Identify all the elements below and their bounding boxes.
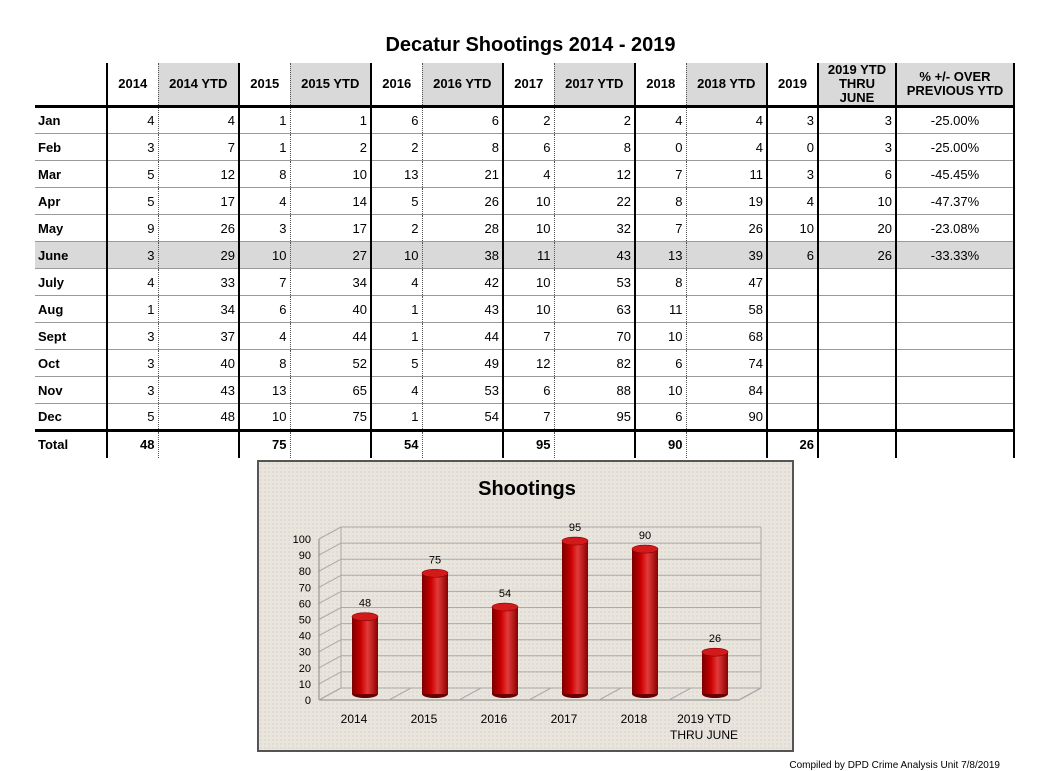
table-cell: -25.00% bbox=[896, 107, 1014, 134]
row-label: Aug bbox=[35, 296, 107, 323]
table-cell: 4 bbox=[239, 188, 290, 215]
table-cell: 10 bbox=[503, 269, 554, 296]
grid-line bbox=[319, 575, 341, 587]
table-cell bbox=[818, 323, 896, 350]
table-cell bbox=[818, 377, 896, 404]
table-cell: 75 bbox=[239, 431, 290, 458]
grid-line bbox=[319, 543, 341, 555]
table-cell: 48 bbox=[107, 431, 158, 458]
table-cell: 2 bbox=[554, 107, 635, 134]
table-cell bbox=[686, 431, 767, 458]
table-cell: 70 bbox=[554, 323, 635, 350]
row-label: June bbox=[35, 242, 107, 269]
column-header: 2017 YTD bbox=[554, 63, 635, 107]
table-cell: 0 bbox=[767, 134, 818, 161]
table-row bbox=[35, 296, 1014, 323]
table-row bbox=[35, 323, 1014, 350]
table-cell: 4 bbox=[158, 107, 239, 134]
data-label: 95 bbox=[568, 522, 582, 535]
table-cell: 32 bbox=[554, 215, 635, 242]
y-tick-label: 80 bbox=[298, 566, 311, 579]
table-cell: 4 bbox=[767, 188, 818, 215]
table-cell: 95 bbox=[554, 404, 635, 431]
shootings-table bbox=[35, 63, 1015, 458]
column-header: 2019 YTD THRU JUNE bbox=[818, 63, 896, 107]
table-cell: 1 bbox=[371, 296, 422, 323]
table-cell bbox=[767, 404, 818, 431]
bar bbox=[492, 607, 518, 694]
table-cell: 12 bbox=[554, 161, 635, 188]
table-cell bbox=[818, 269, 896, 296]
table-cell: 12 bbox=[503, 350, 554, 377]
table-cell bbox=[896, 431, 1014, 458]
table-cell bbox=[158, 431, 239, 458]
table-cell bbox=[554, 431, 635, 458]
chart-svg bbox=[259, 462, 792, 750]
floor-line bbox=[599, 688, 621, 700]
floor-line bbox=[529, 688, 551, 700]
y-tick-label: 100 bbox=[292, 534, 311, 546]
table-cell: 22 bbox=[554, 188, 635, 215]
table-cell: 13 bbox=[635, 242, 686, 269]
column-header: 2018 YTD bbox=[686, 63, 767, 107]
y-tick-label: 90 bbox=[298, 550, 311, 563]
table-cell: 4 bbox=[107, 107, 158, 134]
table-cell: 8 bbox=[422, 134, 503, 161]
table-cell: 1 bbox=[371, 404, 422, 431]
row-label: Dec bbox=[35, 404, 107, 431]
table-cell: 10 bbox=[503, 215, 554, 242]
grid-line bbox=[319, 527, 341, 539]
y-tick-label: 60 bbox=[298, 598, 311, 611]
table-cell: 8 bbox=[635, 188, 686, 215]
table-cell: 17 bbox=[158, 188, 239, 215]
data-label: 26 bbox=[708, 633, 722, 646]
table-cell: 7 bbox=[635, 161, 686, 188]
table-cell: 6 bbox=[818, 161, 896, 188]
x-tick-label: 2016 bbox=[480, 712, 508, 726]
column-header: % +/- OVER PREVIOUS YTD bbox=[896, 63, 1014, 107]
table-cell: 26 bbox=[422, 188, 503, 215]
bar bbox=[632, 549, 658, 694]
table-cell: 33 bbox=[158, 269, 239, 296]
table-cell: 8 bbox=[635, 269, 686, 296]
table-cell: 58 bbox=[686, 296, 767, 323]
table-cell: 40 bbox=[290, 296, 371, 323]
table-cell: 53 bbox=[422, 377, 503, 404]
table-cell: 1 bbox=[239, 134, 290, 161]
y-tick-label: 10 bbox=[298, 678, 311, 691]
x-tick-label: 2017 bbox=[550, 712, 578, 726]
table-cell: 6 bbox=[635, 350, 686, 377]
table-cell: 44 bbox=[422, 323, 503, 350]
table-cell: 4 bbox=[371, 377, 422, 404]
table-cell bbox=[767, 377, 818, 404]
table-cell: 3 bbox=[107, 377, 158, 404]
table-cell: -23.08% bbox=[896, 215, 1014, 242]
bar bbox=[352, 617, 378, 694]
table-cell: 5 bbox=[371, 188, 422, 215]
table-cell: 6 bbox=[239, 296, 290, 323]
table-cell: 4 bbox=[686, 107, 767, 134]
shootings-chart bbox=[257, 460, 794, 752]
table-cell: 26 bbox=[686, 215, 767, 242]
table-cell bbox=[422, 431, 503, 458]
column-header: 2015 bbox=[239, 63, 290, 107]
row-label: Mar bbox=[35, 161, 107, 188]
table-cell: 47 bbox=[686, 269, 767, 296]
table-cell: 52 bbox=[290, 350, 371, 377]
grid-line bbox=[319, 608, 341, 620]
bar bbox=[562, 541, 588, 694]
table-cell: 9 bbox=[107, 215, 158, 242]
table-cell: 17 bbox=[290, 215, 371, 242]
table-cell: -25.00% bbox=[896, 134, 1014, 161]
column-header: 2019 bbox=[767, 63, 818, 107]
table-cell: 5 bbox=[107, 161, 158, 188]
table-cell: 4 bbox=[503, 161, 554, 188]
table-cell: 43 bbox=[554, 242, 635, 269]
table-cell: 11 bbox=[503, 242, 554, 269]
table-cell: 40 bbox=[158, 350, 239, 377]
x-tick-label: 2014 bbox=[340, 712, 368, 726]
table-cell: 12 bbox=[158, 161, 239, 188]
table-cell bbox=[818, 404, 896, 431]
table-cell: -33.33% bbox=[896, 242, 1014, 269]
table-cell: 90 bbox=[686, 404, 767, 431]
column-header: 2016 YTD bbox=[422, 63, 503, 107]
chart-title: Shootings bbox=[478, 478, 576, 500]
table-cell: 10 bbox=[239, 404, 290, 431]
floor-line bbox=[459, 688, 481, 700]
floor-line bbox=[739, 688, 761, 700]
table-cell: 26 bbox=[818, 242, 896, 269]
page-title: Decatur Shootings 2014 - 2019 bbox=[385, 34, 676, 56]
table-cell: 4 bbox=[107, 269, 158, 296]
table-cell: 19 bbox=[686, 188, 767, 215]
table-row bbox=[35, 215, 1014, 242]
table-cell: 39 bbox=[686, 242, 767, 269]
row-label: July bbox=[35, 269, 107, 296]
table-cell: -45.45% bbox=[896, 161, 1014, 188]
table-cell: 6 bbox=[503, 377, 554, 404]
table-cell: 6 bbox=[422, 107, 503, 134]
bar-top bbox=[352, 613, 378, 621]
table-cell: 11 bbox=[686, 161, 767, 188]
table-cell: 4 bbox=[635, 107, 686, 134]
table-cell: 10 bbox=[371, 242, 422, 269]
bar bbox=[702, 652, 728, 694]
grid-line bbox=[319, 624, 341, 636]
table-cell: 7 bbox=[158, 134, 239, 161]
table-cell: 95 bbox=[503, 431, 554, 458]
table-row bbox=[35, 107, 1014, 134]
table-cell: 6 bbox=[371, 107, 422, 134]
table-cell: 8 bbox=[554, 134, 635, 161]
table-cell: 13 bbox=[371, 161, 422, 188]
column-header: 2014 bbox=[107, 63, 158, 107]
table-cell: 5 bbox=[371, 350, 422, 377]
data-label: 48 bbox=[358, 597, 372, 610]
table-cell: 53 bbox=[554, 269, 635, 296]
table-cell: 3 bbox=[767, 107, 818, 134]
table-row bbox=[35, 269, 1014, 296]
table-cell: 3 bbox=[818, 107, 896, 134]
table-cell: 4 bbox=[239, 323, 290, 350]
table-cell: 2 bbox=[290, 134, 371, 161]
table-cell: 68 bbox=[686, 323, 767, 350]
grid-line bbox=[319, 559, 341, 571]
y-tick-label: 30 bbox=[298, 646, 311, 659]
table-cell bbox=[896, 323, 1014, 350]
row-label: May bbox=[35, 215, 107, 242]
table-row bbox=[35, 404, 1014, 431]
table-cell: 4 bbox=[371, 269, 422, 296]
floor-line bbox=[669, 688, 691, 700]
table-cell: 1 bbox=[239, 107, 290, 134]
table-cell: 65 bbox=[290, 377, 371, 404]
table-cell: 1 bbox=[371, 323, 422, 350]
table-cell: 3 bbox=[107, 242, 158, 269]
table-cell: 34 bbox=[290, 269, 371, 296]
table-cell: 6 bbox=[503, 134, 554, 161]
table-cell bbox=[896, 350, 1014, 377]
row-label: Feb bbox=[35, 134, 107, 161]
table-cell: 34 bbox=[158, 296, 239, 323]
table-cell: 10 bbox=[635, 377, 686, 404]
table-cell: 14 bbox=[290, 188, 371, 215]
table-cell bbox=[896, 377, 1014, 404]
table-cell: 2 bbox=[503, 107, 554, 134]
table-row bbox=[35, 161, 1014, 188]
floor-line bbox=[389, 688, 411, 700]
row-label: Sept bbox=[35, 323, 107, 350]
column-header: 2016 bbox=[371, 63, 422, 107]
compiled-by-note: Compiled by DPD Crime Analysis Unit 7/8/2019 bbox=[789, 760, 1000, 771]
table-cell: 75 bbox=[290, 404, 371, 431]
table-cell: 3 bbox=[107, 323, 158, 350]
bar-top bbox=[422, 569, 448, 577]
table-cell: 2 bbox=[371, 134, 422, 161]
data-label: 54 bbox=[498, 588, 512, 601]
floor-line bbox=[319, 688, 341, 700]
table-cell bbox=[767, 296, 818, 323]
y-tick-label: 50 bbox=[298, 614, 311, 627]
column-header: 2017 bbox=[503, 63, 554, 107]
header-blank bbox=[35, 63, 107, 107]
table-cell: 10 bbox=[503, 188, 554, 215]
table-cell: 43 bbox=[422, 296, 503, 323]
table-cell: 7 bbox=[503, 404, 554, 431]
table-cell: 3 bbox=[107, 134, 158, 161]
table-cell: 28 bbox=[422, 215, 503, 242]
table-cell: 20 bbox=[818, 215, 896, 242]
table-cell bbox=[818, 431, 896, 458]
table-cell: 82 bbox=[554, 350, 635, 377]
y-tick-label: 40 bbox=[298, 630, 311, 643]
table-row bbox=[35, 350, 1014, 377]
table-cell bbox=[767, 269, 818, 296]
table-cell: 54 bbox=[371, 431, 422, 458]
column-header: 2014 YTD bbox=[158, 63, 239, 107]
data-label: 90 bbox=[638, 530, 652, 543]
table-cell: 6 bbox=[635, 404, 686, 431]
table-cell: 3 bbox=[818, 134, 896, 161]
row-label: Oct bbox=[35, 350, 107, 377]
column-header: 2018 bbox=[635, 63, 686, 107]
x-tick-label: THRU JUNE bbox=[670, 728, 738, 742]
table-cell: 48 bbox=[158, 404, 239, 431]
table-cell bbox=[767, 350, 818, 377]
bar-top bbox=[632, 545, 658, 553]
y-tick-label: 0 bbox=[304, 695, 311, 707]
table-cell: 10 bbox=[767, 215, 818, 242]
total-row bbox=[35, 431, 1014, 458]
table-cell: -47.37% bbox=[896, 188, 1014, 215]
table-cell: 3 bbox=[239, 215, 290, 242]
table-cell: 29 bbox=[158, 242, 239, 269]
table-cell: 1 bbox=[107, 296, 158, 323]
bar bbox=[422, 573, 448, 694]
table-cell: 13 bbox=[239, 377, 290, 404]
grid-line bbox=[319, 656, 341, 668]
table-cell: 10 bbox=[239, 242, 290, 269]
table-cell: 44 bbox=[290, 323, 371, 350]
table-row bbox=[35, 377, 1014, 404]
table-cell: 49 bbox=[422, 350, 503, 377]
table-cell: 6 bbox=[767, 242, 818, 269]
table-cell: 4 bbox=[686, 134, 767, 161]
table-cell: 26 bbox=[767, 431, 818, 458]
table-cell: 38 bbox=[422, 242, 503, 269]
table-cell bbox=[818, 296, 896, 323]
table-cell bbox=[767, 323, 818, 350]
table-cell: 10 bbox=[818, 188, 896, 215]
y-tick-label: 20 bbox=[298, 662, 311, 675]
table-cell: 10 bbox=[290, 161, 371, 188]
table-cell: 5 bbox=[107, 404, 158, 431]
table-cell: 3 bbox=[767, 161, 818, 188]
table-cell: 7 bbox=[239, 269, 290, 296]
row-label: Apr bbox=[35, 188, 107, 215]
column-header: 2015 YTD bbox=[290, 63, 371, 107]
table-cell: 1 bbox=[290, 107, 371, 134]
table-cell: 43 bbox=[158, 377, 239, 404]
table-cell: 90 bbox=[635, 431, 686, 458]
table-cell bbox=[896, 269, 1014, 296]
table-cell bbox=[896, 404, 1014, 431]
table-cell: 42 bbox=[422, 269, 503, 296]
table-cell: 10 bbox=[503, 296, 554, 323]
data-label: 75 bbox=[428, 554, 442, 567]
x-tick-label: 2018 bbox=[620, 712, 648, 726]
bar-top bbox=[702, 648, 728, 656]
table-row bbox=[35, 242, 1014, 269]
table-cell: 26 bbox=[158, 215, 239, 242]
table-cell: 74 bbox=[686, 350, 767, 377]
table-cell: 21 bbox=[422, 161, 503, 188]
row-label: Total bbox=[35, 431, 107, 458]
table-cell: 7 bbox=[635, 215, 686, 242]
bar-top bbox=[562, 537, 588, 545]
table-cell: 88 bbox=[554, 377, 635, 404]
table-cell: 10 bbox=[635, 323, 686, 350]
table-cell: 7 bbox=[503, 323, 554, 350]
table-cell bbox=[818, 350, 896, 377]
table-cell: 3 bbox=[107, 350, 158, 377]
x-tick-label: 2015 bbox=[410, 712, 438, 726]
table-cell: 8 bbox=[239, 161, 290, 188]
table-row bbox=[35, 188, 1014, 215]
grid-line bbox=[319, 640, 341, 652]
table-cell bbox=[290, 431, 371, 458]
table-cell: 84 bbox=[686, 377, 767, 404]
table-cell: 11 bbox=[635, 296, 686, 323]
table-cell: 8 bbox=[239, 350, 290, 377]
table-cell: 37 bbox=[158, 323, 239, 350]
table-cell: 27 bbox=[290, 242, 371, 269]
row-label: Nov bbox=[35, 377, 107, 404]
table-cell: 5 bbox=[107, 188, 158, 215]
table-cell bbox=[896, 296, 1014, 323]
table-cell: 2 bbox=[371, 215, 422, 242]
bar-top bbox=[492, 603, 518, 611]
table-cell: 54 bbox=[422, 404, 503, 431]
table-cell: 0 bbox=[635, 134, 686, 161]
grid-line bbox=[319, 591, 341, 603]
y-tick-label: 70 bbox=[298, 582, 311, 595]
grid-line bbox=[319, 672, 341, 684]
row-label: Jan bbox=[35, 107, 107, 134]
x-tick-label: 2019 YTD bbox=[677, 712, 731, 726]
table-header-row bbox=[35, 63, 1014, 107]
table-row bbox=[35, 134, 1014, 161]
table-cell: 63 bbox=[554, 296, 635, 323]
